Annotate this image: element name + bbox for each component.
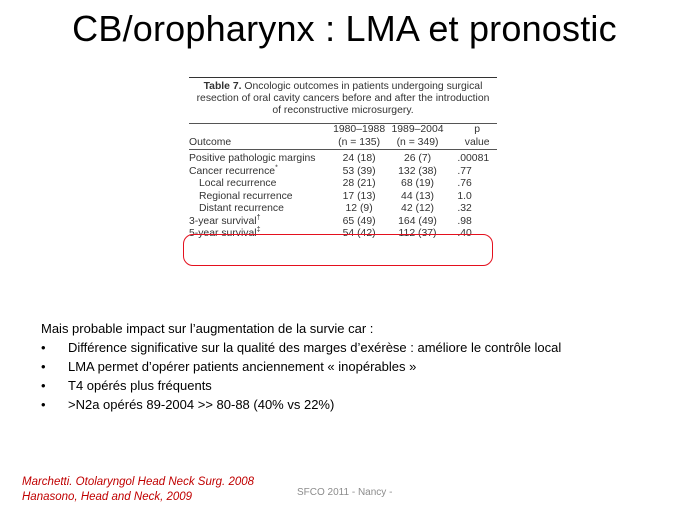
- cell-1980-1988-text: 24 (18): [342, 153, 376, 164]
- cell-outcome-text: 3-year survival: [189, 215, 257, 227]
- slide-title: CB/oropharynx : LMA et pronostic: [72, 8, 617, 49]
- cell-outcome-text: Distant recurrence: [199, 203, 284, 214]
- cell-1980-1988: [331, 166, 388, 179]
- cell-1980-1988: [331, 191, 388, 204]
- cell-p-value-text: 1.0: [457, 190, 472, 202]
- header-outcome: [189, 124, 331, 137]
- header-p: p: [474, 124, 481, 135]
- cell-outcome: [189, 153, 331, 166]
- bullet-item: [41, 357, 561, 376]
- bullet-dot: •: [41, 397, 46, 412]
- survival-highlight-box: [183, 234, 493, 266]
- cell-1989-2004-text: 26 (7): [403, 153, 432, 164]
- bullet-text: >N2a opérés 89-2004 >> 80-88 (40% vs 22%): [68, 397, 335, 412]
- table-row: [189, 166, 497, 179]
- cell-outcome-text: Regional recurrence: [199, 190, 293, 202]
- cell-outcome: [189, 166, 331, 179]
- cell-1989-2004-text: 68 (19): [401, 178, 434, 189]
- cell-1989-2004: [388, 178, 448, 191]
- cell-1989-2004-text: 112 (37): [398, 228, 437, 239]
- cell-1980-1988-text: 28 (21): [342, 178, 376, 189]
- footnote-marker: †: [256, 214, 261, 222]
- cell-1980-1988: [331, 178, 388, 191]
- bullet-item: [41, 395, 561, 414]
- cell-1980-1988: [331, 203, 388, 216]
- bullet-dot: •: [41, 359, 46, 374]
- header-p-value: value: [464, 136, 490, 148]
- cell-1989-2004-text: 164 (49): [398, 215, 437, 227]
- bullet-text: Différence significative sur la qualité des marges d’exérèse : améliore le contrôle local: [68, 340, 562, 355]
- cell-outcome-text: Cancer recurrence: [189, 165, 276, 177]
- table-caption-text: Oncologic outcomes in patients undergoing surgical resection of oral cavity cancers before and after the introduction of reconstructive microsurgery.: [196, 81, 490, 116]
- cell-p-value-text: .76: [457, 178, 472, 189]
- cell-1980-1988: [331, 216, 388, 229]
- cell-p-value: [447, 178, 497, 191]
- table-body: [189, 153, 497, 241]
- cell-1989-2004-text: 132 (38): [398, 165, 437, 177]
- cell-1980-1988-text: 65 (49): [342, 215, 376, 227]
- intro-line: Mais probable impact sur l’augmentation de la survie car :: [41, 321, 374, 336]
- cell-outcome-text: Positive pathologic margins: [189, 153, 316, 164]
- cell-outcome: [189, 191, 331, 204]
- table-row: [189, 191, 497, 204]
- table-row: [189, 153, 497, 166]
- cell-outcome-text: 5-year survival: [189, 228, 257, 239]
- cell-1980-1988: [331, 153, 388, 166]
- oncologic-outcomes-table: [189, 77, 497, 241]
- cell-1989-2004: [388, 216, 448, 229]
- cell-1980-1988-text: 17 (13): [342, 190, 376, 202]
- cell-1980-1988-text: 53 (39): [342, 165, 376, 177]
- cell-1980-1988-text: 12 (9): [345, 203, 373, 214]
- reference-line: Hanasono, Head and Neck, 2009: [22, 491, 193, 503]
- cell-p-value-text: .77: [457, 165, 472, 177]
- cell-outcome: [189, 178, 331, 191]
- bullet-item: [41, 338, 561, 357]
- cell-p-value: [447, 191, 497, 204]
- cell-1989-2004: [388, 191, 448, 204]
- cell-p-value-text: .00081: [457, 153, 490, 164]
- bullet-text: T4 opérés plus fréquents: [68, 378, 212, 393]
- references: [22, 475, 254, 505]
- cell-p-value-text: .98: [457, 215, 472, 227]
- cell-p-value: [447, 166, 497, 179]
- table-caption: [189, 78, 497, 123]
- cell-p-value: [447, 153, 497, 166]
- header-n-1980: (n = 135): [338, 136, 381, 148]
- bullet-item: [41, 376, 561, 395]
- bullet-dot: •: [41, 340, 46, 355]
- slide-footer: SFCO 2011 - Nancy -: [297, 487, 393, 498]
- cell-p-value: [447, 216, 497, 229]
- cell-1989-2004: [388, 166, 448, 179]
- cell-outcome-text: Local recurrence: [199, 178, 277, 189]
- cell-1989-2004: [388, 153, 448, 166]
- cell-p-value-text: .40: [457, 228, 472, 239]
- table-header-row: [189, 124, 497, 137]
- table-caption-label: Table 7.: [203, 81, 242, 92]
- cell-p-value-text: .32: [457, 203, 472, 214]
- body-text: [41, 319, 561, 414]
- table-header-row-2: [189, 137, 497, 150]
- bullet-list: [41, 338, 561, 414]
- header-n-1989: (n = 349): [396, 136, 439, 148]
- header-period-1980: 1980–1988: [333, 124, 386, 135]
- table-row: [189, 203, 497, 216]
- cell-1989-2004: [388, 203, 448, 216]
- cell-1980-1988-text: 54 (42): [342, 228, 376, 239]
- footnote-marker: ‡: [256, 226, 261, 234]
- cell-1989-2004-text: 44 (13): [401, 190, 434, 202]
- table-grid: [189, 124, 497, 241]
- bullet-dot: •: [41, 378, 46, 393]
- bullet-text: LMA permet d’opérer patients anciennement « inopérables »: [68, 359, 417, 374]
- table-row: [189, 178, 497, 191]
- cell-p-value: [447, 203, 497, 216]
- footnote-marker: *: [275, 164, 278, 172]
- header-period-1989: 1989–2004: [391, 124, 444, 135]
- table-row: [189, 216, 497, 229]
- header-outcome-label: Outcome: [189, 136, 232, 148]
- cell-1989-2004-text: 42 (12): [401, 203, 434, 214]
- reference-line: Marchetti. Otolaryngol Head Neck Surg. 2008: [22, 476, 255, 488]
